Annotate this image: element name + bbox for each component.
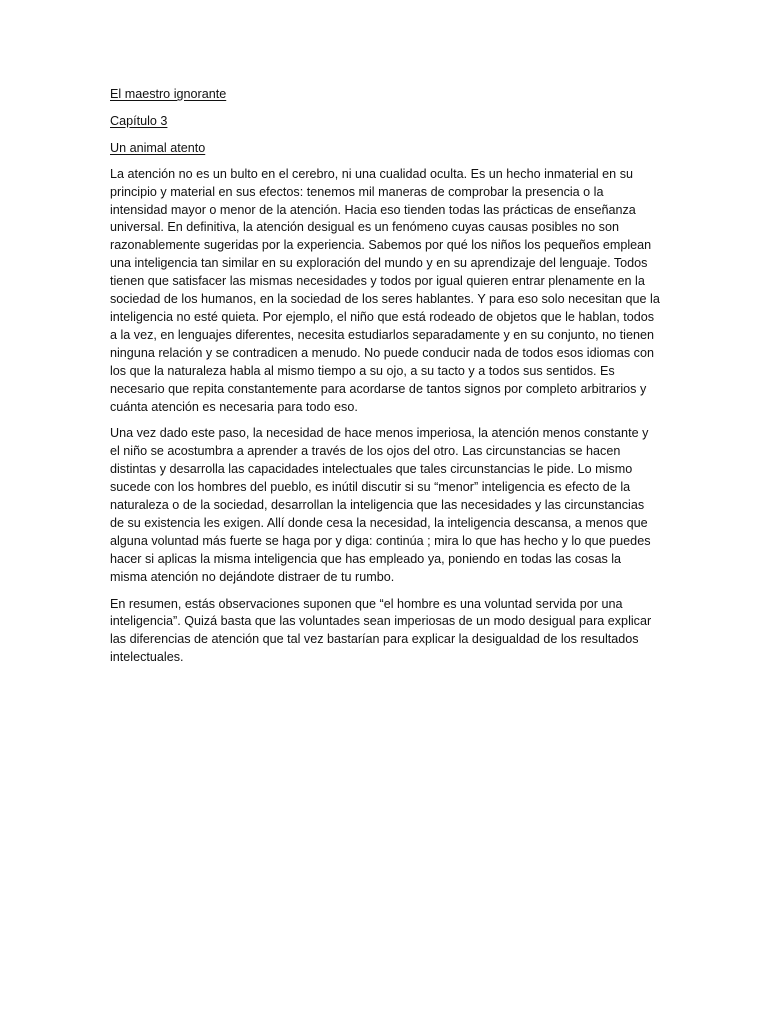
document-body [110,86,660,676]
document-title: El maestro ignorante [110,87,227,101]
section-heading: Un animal atento [110,140,206,155]
paragraph-3: En resumen, estás observaciones suponen que “el hombre es una voluntad servida por una inteligencia”. Quizá basta que las voluntades sean imperiosas de un modo desigual para explicar las diferencias de atención que tal vez bastarían para explicar la desigualdad de los resultados intelectuales. [110,596,652,665]
paragraph-1: La atención no es un bulto en el cerebro, ni una cualidad oculta. Es un hecho inmaterial en su principio y material en sus efectos: tenemos mil maneras de comprobar la presencia o la intensidad mayor o menor de la atención. Hacia eso tienden todas las prácticas de enseñanza universal. En definitiva, la atención desigual es un fenómeno cuyas causas posibles no son razonablemente sugeridas por la experiencia. Sabemos por qué los niños los pequeños emplean una inteligencia tan similar en su exploración del mundo y en su aprendizaje del lenguaje. Todos tienen que satisfacer las mismas necesidades y todos por igual quieren entrar plenamente en la sociedad de los humanos, en la sociedad de los seres hablantes. Y para eso solo necesitan que la inteligencia no esté quieta. Por ejemplo, el niño que está rodeado de objetos que le hablan, todos a la vez, en lenguajes diferentes, necesita estudiarlos separadamente y en su conjunto, no tienen ninguna relación y se contradicen a menudo. No puede conducir nada de todos esos idiomas con los que la naturaleza habla al mismo tiempo a su ojo, a su tacto y a todos sus sentidos. Es necesario que repita constantemente para acordarse de tantos signos por completo arbitrarios y cuánta atención es necesaria para todo eso. [110,166,660,414]
chapter-heading: Capítulo 3 [110,113,168,128]
paragraph-2: Una vez dado este paso, la necesidad de hace menos imperiosa, la atención menos constante y el niño se acostumbra a aprender a través de los ojos del otro. Las circunstancias se hacen distintas y desarrolla las capacidades intelectuales que tales circunstancias le pide. Lo mismo sucede con los hombres del pueblo, es inútil discutir si su “menor” inteligencia es efecto de la naturaleza o de la sociedad, desarrollan la inteligencia que las necesidades y las circunstancias de su existencia les exigen. Allí donde cesa la necesidad, la inteligencia descansa, a menos que alguna voluntad más fuerte se haga por y diga: continúa ; mira lo que has hecho y lo que puedes hacer si aplicas la misma inteligencia que has empleado ya, poniendo en todas las cosas la misma atención no dejándote distraer de tu rumbo. [110,426,651,584]
